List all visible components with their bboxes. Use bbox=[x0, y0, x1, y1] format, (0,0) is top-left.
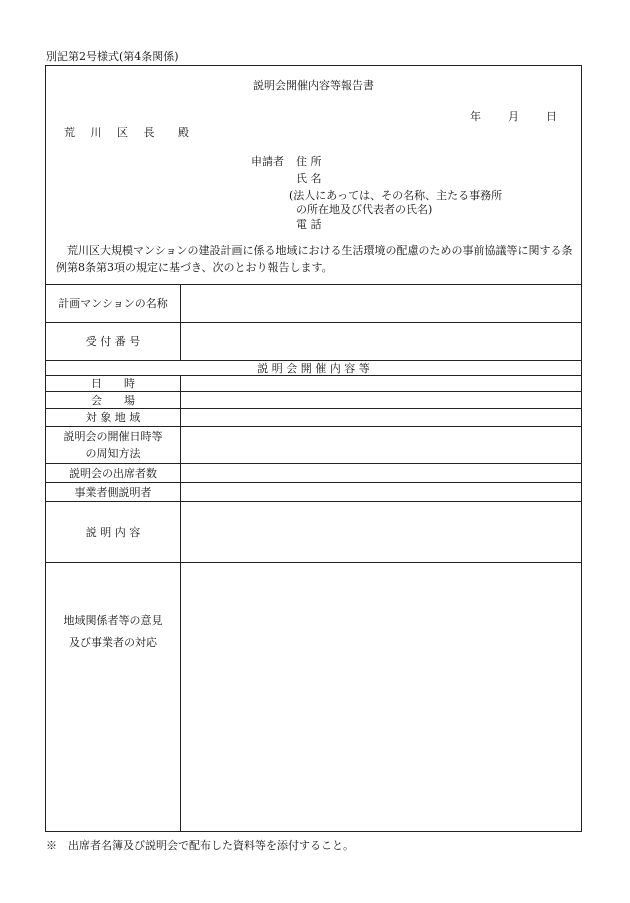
report-form bbox=[45, 65, 582, 832]
addressee-name: 荒 川 区 長 bbox=[64, 126, 161, 139]
table-row-datetime bbox=[46, 375, 581, 391]
table-row-notice-method bbox=[46, 426, 581, 463]
form-title: 説明会開催内容等報告書 bbox=[253, 79, 374, 92]
content-label: 説 明 内 容 bbox=[46, 502, 181, 562]
table-row-content bbox=[46, 501, 581, 562]
opinions-label bbox=[46, 563, 181, 832]
notice-method-label-line1: 説明会の開催日時等 bbox=[63, 430, 163, 443]
target-area-label: 対 象 地 域 bbox=[46, 409, 181, 426]
presenter-label: 事業者側説明者 bbox=[46, 483, 181, 501]
table-row-project-name bbox=[46, 284, 581, 322]
table-row-opinions bbox=[46, 562, 581, 832]
table-row-receipt-number bbox=[46, 322, 581, 360]
receipt-number-label: 受 付 番 号 bbox=[46, 323, 181, 360]
applicant-heading: 申請者 bbox=[251, 155, 284, 168]
datetime-label: 日 時 bbox=[46, 376, 181, 391]
table-row-attendees bbox=[46, 463, 581, 482]
venue-label: 会 場 bbox=[46, 392, 181, 408]
applicant-corp-note-1: (法人にあっては、その名称、主たる事務所 bbox=[289, 189, 503, 202]
table-row-target-area bbox=[46, 408, 581, 426]
form-caption: 別記第2号様式(第4条関係) bbox=[46, 50, 179, 63]
footnote: ※ 出席者名簿及び説明会で配布した資料等を添付すること。 bbox=[46, 839, 354, 852]
project-name-label: 計画マンションの名称 bbox=[46, 285, 181, 322]
applicant-name-label: 氏 名 bbox=[296, 172, 322, 185]
addressee-honorific: 殿 bbox=[178, 126, 189, 139]
applicant-corp-note-2: の所在地及び代表者の氏名) bbox=[296, 203, 433, 216]
opinions-label-line1: 地域関係者等の意見 bbox=[63, 614, 163, 627]
notice-method-label bbox=[46, 427, 181, 463]
date-day-label: 日 bbox=[546, 110, 557, 123]
applicant-address-label: 住 所 bbox=[296, 155, 322, 168]
statement-text: 荒川区大規模マンションの建設計画に係る地域における生活環境の配慮のための事前協議等に関する条例第8条第3項の規定に基づき、次のとおり報告します。 bbox=[56, 244, 573, 274]
table-row-presenter bbox=[46, 482, 581, 501]
date-year-label: 年 bbox=[470, 110, 481, 123]
attendees-label: 説明会の出席者数 bbox=[46, 464, 181, 482]
applicant-phone-label: 電 話 bbox=[296, 218, 322, 231]
notice-method-label-line2: の周知方法 bbox=[85, 447, 141, 460]
section-header-text: 説 明 会 開 催 内 容 等 bbox=[257, 362, 370, 375]
table-section-header bbox=[46, 360, 581, 375]
table-row-venue bbox=[46, 391, 581, 408]
opinions-label-line2: 及び事業者の対応 bbox=[69, 636, 157, 649]
date-month-label: 月 bbox=[508, 110, 519, 123]
